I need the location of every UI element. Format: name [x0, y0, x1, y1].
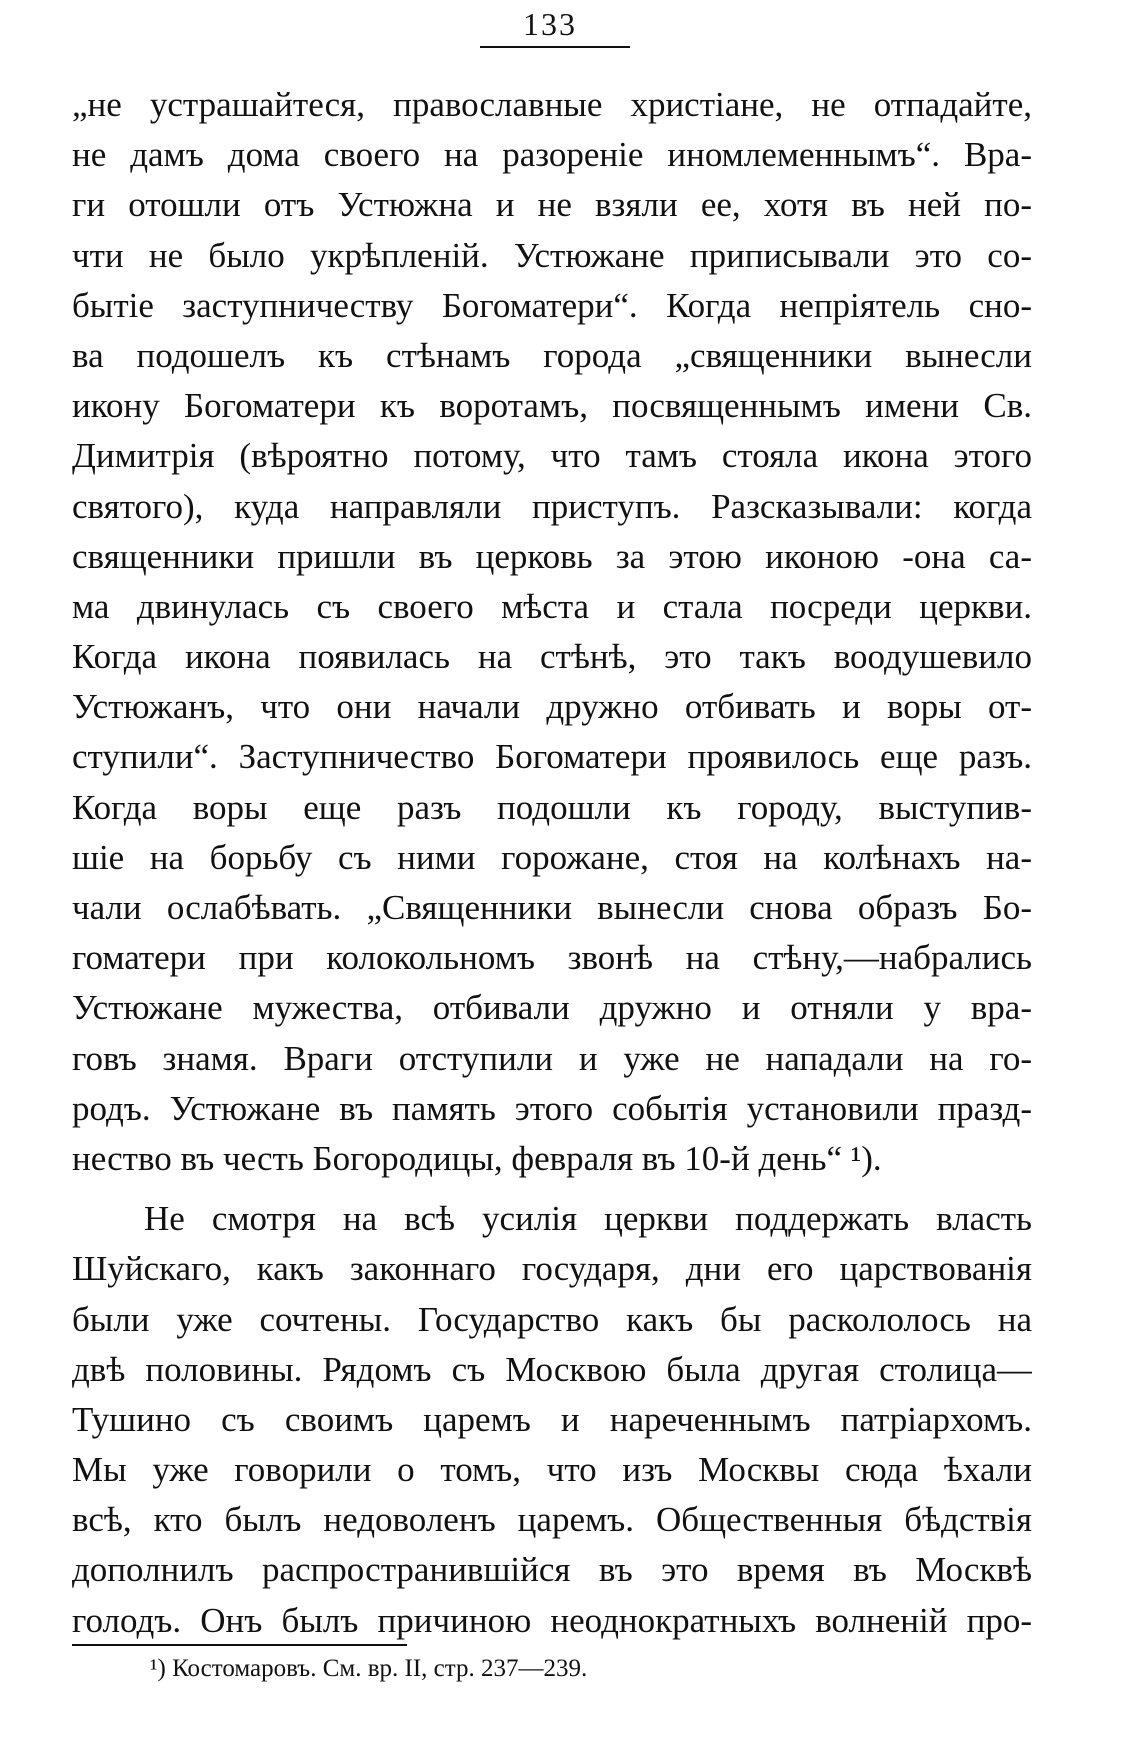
text-line: чали ослабѣвать. „Священники вынесли снова образъ Бо- — [72, 888, 1032, 927]
text-line: ма двинулась съ своего мѣста и стала посреди церкви. — [72, 586, 1032, 626]
text-line: ва подошелъ къ стѣнамъ города „священники вынесли — [72, 335, 1032, 375]
footnote: ¹) Костомаровъ. См. вр. II, стр. 237—239. — [150, 1655, 588, 1682]
text-line: бытіе заступничеству Богоматери“. Когда непріятель сно- — [72, 285, 1032, 325]
text-line: чти не было укрѣпленій. Устюжане приписывали это со- — [72, 235, 1032, 275]
text-line: Тушино съ своимъ царемъ и нареченнымъ патріархомъ. — [72, 1399, 1032, 1439]
text-line: Димитрія (вѣроятно потому, что тамъ стояла икона этого — [72, 436, 1032, 476]
text-line: говъ знамя. Враги отступили и уже не нападали на го- — [72, 1038, 1032, 1078]
text-line: шіе на борьбу съ ними горожане, стоя на колѣнахъ на- — [72, 837, 1032, 877]
text-line: родъ. Устюжане въ память этого событія установили празд- — [72, 1088, 1032, 1128]
body-text — [72, 80, 1032, 1646]
text-line: Когда икона появилась на стѣнѣ, это такъ воодушевило — [72, 637, 1032, 677]
text-line: „не устрашайтеся, православные христіане, не отпадайте, — [72, 85, 1032, 124]
text-line: были уже сочтены. Государство какъ бы раскололось на — [72, 1299, 1032, 1339]
footnote-rule — [72, 1644, 407, 1646]
text-line: Мы уже говорили о томъ, что изъ Москвы сюда ѣхали — [72, 1450, 1032, 1490]
text-line: икону Богоматери къ воротамъ, посвященнымъ имени Св. — [72, 386, 1032, 426]
text-line: всѣ, кто былъ недоволенъ царемъ. Общественныя бѣдствія — [72, 1500, 1032, 1540]
text-line: не дамъ дома своего на разореніе иномлеменнымъ“. Вра- — [72, 135, 1032, 175]
text-line: святого), куда направляли приступъ. Разсказывали: когда — [72, 486, 1032, 526]
text-line: Шуйскаго, какъ законнаго государя, дни его царствованія — [72, 1249, 1032, 1289]
paragraph-1 — [72, 80, 1032, 1184]
paragraph-2 — [72, 1194, 1032, 1646]
text-line: Устюжане мужества, отбивали дружно и отняли у вра- — [72, 988, 1032, 1028]
text-line: гоматери при колокольномъ звонѣ на стѣну,—набрались — [72, 938, 1032, 978]
text-line: двѣ половины. Рядомъ съ Москвою была другая столица— — [72, 1349, 1032, 1389]
text-line: ступили“. Заступничество Богоматери проявилось еще разъ. — [72, 737, 1032, 777]
paragraph-gap — [72, 1184, 1032, 1194]
text-line: ги отошли отъ Устюжна и не взяли ее, хотя въ ней по- — [72, 185, 1032, 225]
text-line: священники пришли въ церковь за этою иконою -она са- — [72, 536, 1032, 576]
text-line: Когда воры еще разъ подошли къ городу, выступив- — [72, 787, 1032, 827]
text-line: Не смотря на всѣ усилія церкви поддержать власть — [144, 1199, 1032, 1239]
page-number-rule — [480, 46, 630, 48]
text-line: голодъ. Онъ былъ причиною неоднократныхъ волненій про- — [72, 1600, 1032, 1640]
text-line: дополнилъ распространившійся въ это время въ Москвѣ — [72, 1550, 1032, 1590]
text-line: Устюжанъ, что они начали дружно отбивать и воры от- — [72, 687, 1032, 727]
text-line: нество въ честь Богородицы, февраля въ 10-й день“ ¹). — [72, 1138, 882, 1178]
page-number: 133 — [523, 6, 577, 42]
